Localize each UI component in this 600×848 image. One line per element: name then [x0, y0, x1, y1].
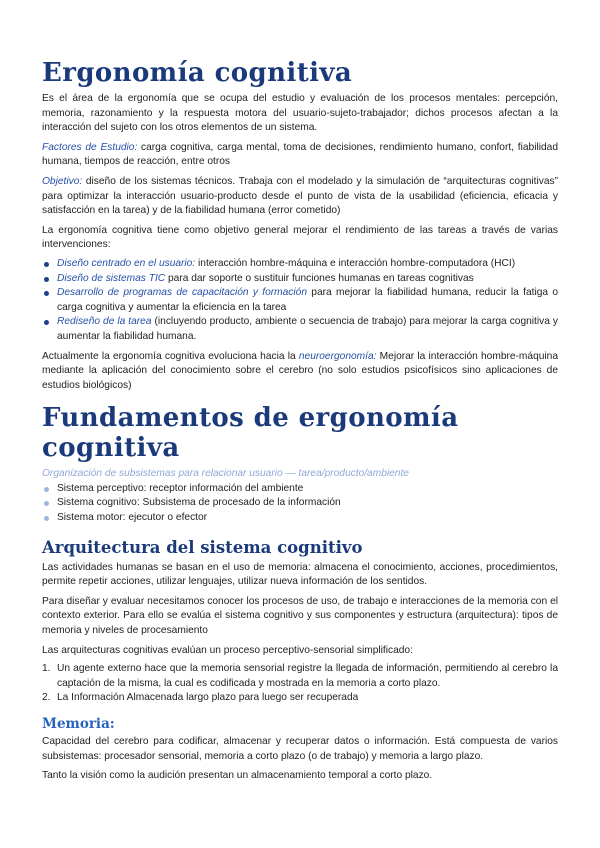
intervention-text: (incluyendo producto, ambiente o secuencia de trabajo) para mejorar la carga cognitiva y aumentar la fiabilidad humana.: [57, 316, 558, 342]
interventions-list: [42, 257, 558, 345]
section-title-memoria: Memoria:: [42, 716, 115, 732]
bullet-icon: [44, 277, 49, 282]
memoria-paragraph-1: Capacidad del cerebro para codificar, almacenar y recuperar datos o información. Está compuesta de varios subsistemas: procesador sensorial, memoria a corto plazo (o de trabajo) y memoria a largo plazo.: [42, 736, 558, 762]
neuro-after: Mejorar la interacción hombre-máquina mediante la aplicación del conocimiento sobre el cerebro (no solo estudios psicofísicos sino aplicaciones de estudios biológicos): [42, 350, 559, 391]
arquitectura-paragraph-1: Las actividades humanas se basan en el uso de memoria: almacena el conocimiento, acciones, procedimientos, permite repetir acciones, utilizar lenguajes, utilizar nueva información de los sentidos.: [42, 561, 558, 588]
arquitectura-paragraph-3: Las arquitecturas cognitivas evalúan un proceso perceptivo-sensorial simplificado:: [42, 644, 413, 656]
factores-label: Factores de Estudio:: [42, 141, 138, 153]
list-item: [42, 257, 558, 272]
step-text: La Información Almacenada largo plazo para luego ser recuperada: [57, 692, 359, 704]
intervention-text: interacción hombre-máquina e interacción hombre-computadora (HCI): [195, 257, 516, 269]
objetivo-label: Objetivo:: [42, 175, 83, 187]
intervention-label: Diseño de sistemas TIC: [57, 272, 166, 284]
intro-paragraph: Es el área de la ergonomía que se ocupa del estudio y evaluación de los procesos mentales: percepción, memoria, razonamiento y la respuesta motora del usuario-sujeto-trabajador; dichos procesos afectan a la interacción del sujeto con los otros elementos de un sistema.: [42, 93, 558, 134]
subsystem-text: Sistema cognitivo: Subsistema de procesado de la información: [57, 497, 341, 509]
subsystem-text: Sistema perceptivo: receptor información del ambiente: [57, 482, 304, 494]
factores-paragraph: [42, 141, 558, 170]
section-title-arquitectura: Arquitectura del sistema cognitivo: [42, 537, 363, 557]
bullet-icon: [44, 320, 49, 325]
neuro-term: neuroergonomía:: [298, 350, 377, 362]
bullet-icon: [44, 487, 49, 492]
steps-list: [42, 662, 558, 706]
objetivo-text: diseño de los sistemas técnicos. Trabaja con el modelado y la simulación de “arquitecturas cognitivas” para optimizar la interacción usuario-producto desde el punto de vista de la usabilidad (eficiencia, eficacia y satisfacción en la tarea) y de la fiabilidad humana (error cometido): [42, 175, 558, 217]
neuro-before: Actualmente la ergonomía cognitiva evoluciona hacia la: [42, 350, 299, 362]
arquitectura-paragraph-2: Para diseñar y evaluar necesitamos conocer los procesos de uso, de trabajo e interacciones de la memoria con el contexto exterior. Para ello se evalúa el sistema cognitivo y sus componentes y estructura (arquitectura): tipos de memoria y niveles de procesamiento: [42, 595, 558, 637]
list-item: [42, 315, 558, 344]
list-item: [42, 482, 558, 497]
section-title-ergonomia-cognitiva: Ergonomía cognitiva: [42, 58, 353, 88]
list-item: [42, 272, 558, 287]
intervention-label: Desarrollo de programas de capacitación y formación: [57, 287, 307, 299]
bullet-icon: [44, 501, 49, 506]
bullet-icon: [44, 291, 49, 296]
subsystem-text: Sistema motor: ejecutor o efector: [57, 512, 208, 524]
factores-text: carga cognitiva, carga mental, toma de decisiones, rendimiento humano, confort, fiabilidad humana, tiempos de reacción, entre otros: [42, 141, 558, 168]
objetivo-paragraph: [42, 175, 558, 219]
intervention-text: para mejorar la fiabilidad humana, reducir la fatiga o carga cognitiva y aumentar la eficiencia en la tarea: [57, 287, 558, 313]
step-number: 2.: [42, 692, 51, 704]
bullet-icon: [44, 516, 49, 521]
neuroergonomia-paragraph: [42, 350, 558, 394]
step-text: Un agente externo hace que la memoria sensorial registre la llegada de información, permitiendo al cerebro la captación de la misma, la cual es codificada y mostrada en la memoria a corto plazo.: [57, 663, 558, 689]
subsystems-list: [42, 482, 558, 526]
intervention-label: Diseño centrado en el usuario:: [57, 257, 196, 269]
list-item: [42, 511, 558, 526]
subsystems-subtitle: Organización de subsistemas para relacionar usuario — tarea/producto/ambiente: [42, 468, 409, 480]
intervention-label: Rediseño de la tarea: [57, 316, 152, 328]
list-item: [42, 691, 558, 706]
list-item: [42, 496, 558, 511]
step-number: 1.: [42, 663, 51, 675]
memoria-paragraph-2: Tanto la visión como la audición presentan un almacenamiento temporal a corto plazo.: [42, 770, 433, 782]
goal-paragraph: La ergonomía cognitiva tiene como objetivo general mejorar el rendimiento de las tareas a través de varias intervenciones:: [42, 224, 558, 251]
list-item: [42, 286, 558, 315]
bullet-icon: [44, 262, 49, 267]
intervention-text: para dar soporte o sustituir funciones humanas en tareas cognitivas: [165, 272, 474, 284]
list-item: [42, 662, 558, 691]
section-title-fundamentos: Fundamentos de ergonomía cognitiva: [42, 403, 459, 464]
